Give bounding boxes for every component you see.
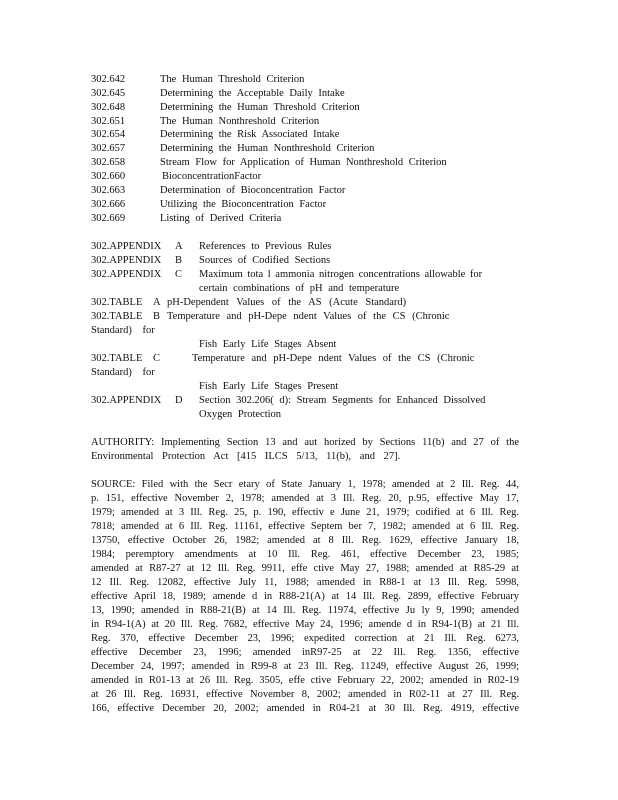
- toc-line: 302.645 Determining the Acceptable Daily Intake: [91, 88, 345, 99]
- appendix-c: 302.APPENDIX C Maximum tota l ammonia nitrogen concentrations allowable for: [91, 269, 483, 280]
- table-b-wrap: Standard) for: [91, 325, 155, 336]
- source-line: 1984; peremptory amendments at 10 Ill. Reg. 461, effective December 23, 1985;: [91, 549, 519, 560]
- toc-line: 302.660 BioconcentrationFactor: [91, 171, 262, 182]
- toc-line: 302.648 Determining the Human Threshold Criterion: [91, 102, 360, 113]
- source-line: effective December 23, 1996; amended inR97-25 at 22 Ill. Reg. 1356, effective: [91, 647, 519, 658]
- table-b: 302.TABLE B Temperature and pH-Depe ndent Values of the CS (Chronic: [91, 311, 450, 322]
- source-line: at 26 Ill. Reg. 16931, effective November 8, 2002; amended in R02-11 at 27 Ill. Reg.: [91, 689, 519, 700]
- table-a: 302.TABLE A pH-Dependent Values of the AS (Acute Standard): [91, 297, 407, 308]
- source-line: SOURCE: Filed with the Secr etary of State January 1, 1978; amended at 2 Ill. Reg. 44,: [91, 479, 519, 490]
- table-c-wrap: Standard) for: [91, 367, 155, 378]
- source-line: Reg. 370, effective December 23, 1996; expedited correction at 21 Ill. Reg. 6273,: [91, 633, 519, 644]
- authority-line: Environmental Protection Act [415 ILCS 5/13, 11(b), and 27].: [91, 451, 401, 462]
- source-line: 1979; amended at 3 Ill. Reg. 25, p. 190, effectiv e June 21, 1979; codified at 6 Ill. Reg.: [91, 507, 519, 518]
- source-line: 7818; amended at 6 Ill. Reg. 11161, effective Septem ber 7, 1982; amended at 6 Ill. Reg.: [91, 521, 519, 532]
- appendix-a: 302.APPENDIX A References to Previous Rules: [91, 241, 332, 252]
- source-line: effective April 18, 1989; amende d in R88-21(A) at 14 Ill. Reg. 2899, effective February: [91, 591, 519, 602]
- toc-line: 302.654 Determining the Risk Associated Intake: [91, 129, 340, 140]
- table-c-continued: Fish Early Life Stages Present: [199, 381, 339, 392]
- toc-line: 302.657 Determining the Human Nonthreshold Criterion: [91, 143, 375, 154]
- toc-line: 302.651 The Human Nonthreshold Criterion: [91, 116, 320, 127]
- source-line: p. 151, effective November 2, 1978; amended at 3 Ill. Reg. 20, p.95, effective May 17,: [91, 493, 519, 504]
- source-line: amended in R01-13 at 26 Ill. Reg. 3505, effe ctive February 22, 2002; amended in R02-19: [91, 675, 519, 686]
- toc-line: 302.666 Utilizing the Bioconcentration Factor: [91, 199, 327, 210]
- source-line: 12 Ill. Reg. 12082, effective July 11, 1988; amended in R88-1 at 13 Ill. Reg. 5998,: [91, 577, 519, 588]
- authority-line: AUTHORITY: Implementing Section 13 and aut horized by Sections 11(b) and 27 of the: [91, 437, 519, 448]
- source-line: amended at R87-27 at 12 Ill. Reg. 9911, effe ctive May 27, 1988; amended at R85-29 at: [91, 563, 519, 574]
- source-line: in R94-1(A) at 20 Ill. Reg. 7682, effective May 24, 1996; amende d in R94-1(B) at 21 Ill.: [91, 619, 519, 630]
- toc-line: 302.642 The Human Threshold Criterion: [91, 74, 305, 85]
- source-line: 166, effective December 20, 2002; amended in R04-21 at 30 Ill. Reg. 4919, effective: [91, 703, 519, 714]
- toc-line: 302.658 Stream Flow for Application of Human Nonthreshold Criterion: [91, 157, 447, 168]
- source-line: December 24, 1997; amended in R99-8 at 23 Ill. Reg. 11249, effective August 26, 1999;: [91, 661, 519, 672]
- source-line: 13, 1990; amended in R88-21(B) at 14 Ill. Reg. 11974, effective Ju ly 9, 1990; amended: [91, 605, 519, 616]
- appendix-d: 302.APPENDIX D Section 302.206( d): Stream Segments for Enhanced Dissolved: [91, 395, 486, 406]
- appendix-c-continued: certain combinations of pH and temperature: [199, 283, 400, 294]
- toc-line: 302.663 Determination of Bioconcentration Factor: [91, 185, 346, 196]
- table-b-continued: Fish Early Life Stages Absent: [199, 339, 337, 350]
- table-c: 302.TABLE C Temperature and pH-Depe ndent Values of the CS (Chronic: [91, 353, 475, 364]
- source-line: 13750, effective October 26, 1982; amended at 8 Ill. Reg. 1629, effective January 18,: [91, 535, 519, 546]
- appendix-b: 302.APPENDIX B Sources of Codified Sections: [91, 255, 331, 266]
- appendix-d-continued: Oxygen Protection: [199, 409, 282, 420]
- toc-line: 302.669 Listing of Derived Criteria: [91, 213, 282, 224]
